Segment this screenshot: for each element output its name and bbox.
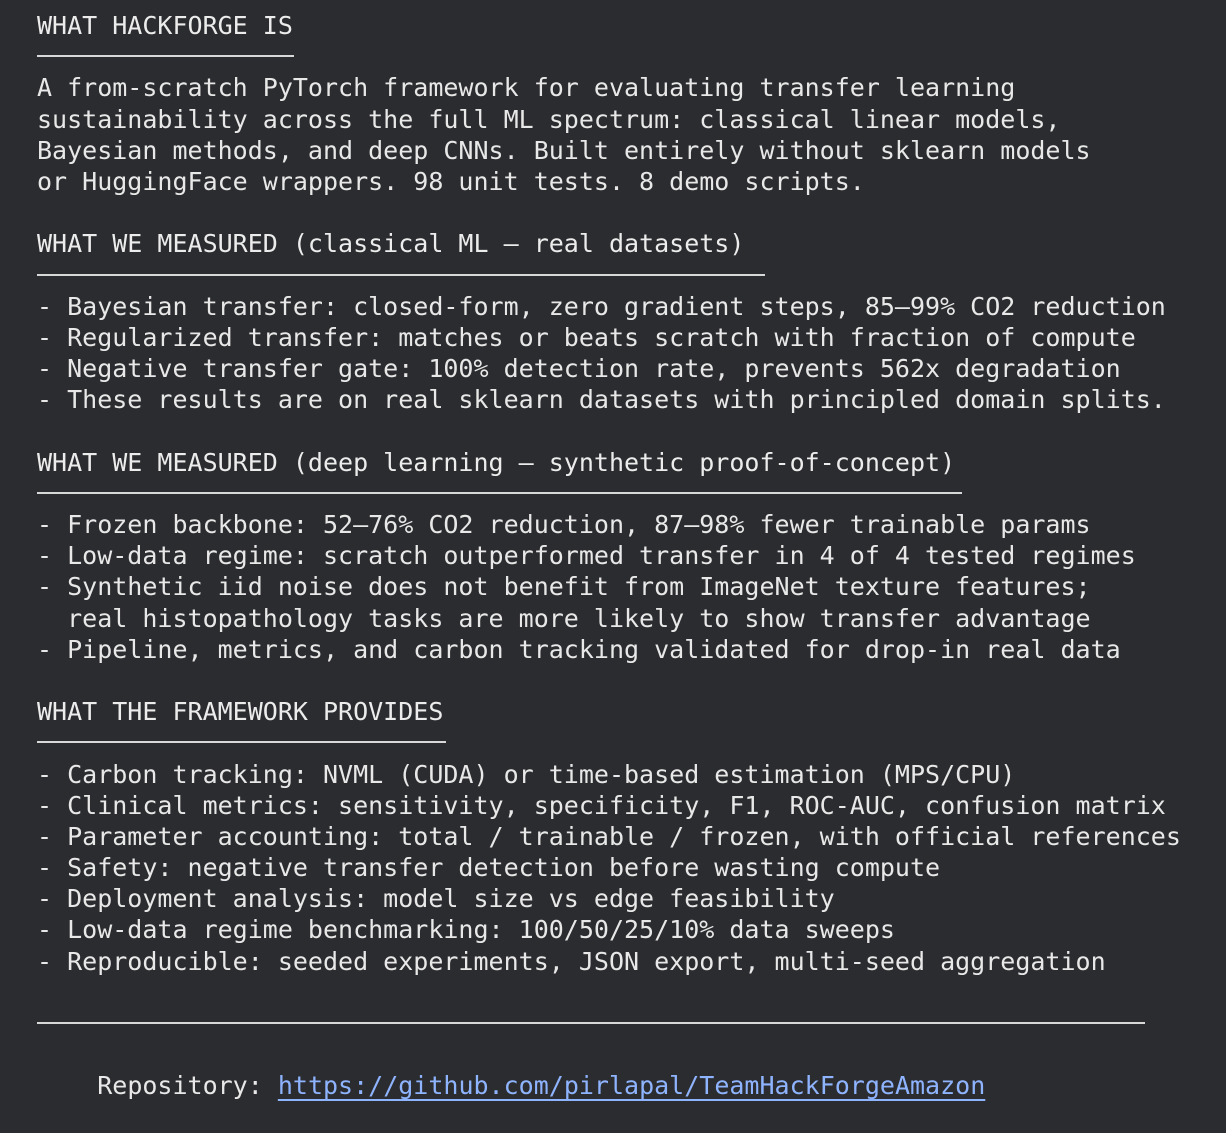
body-line: or HuggingFace wrappers. 98 unit tests. 8 demo scripts.: [37, 166, 865, 196]
list-item: - Pipeline, metrics, and carbon tracking validated for drop-in real data: [37, 634, 1121, 664]
blank-line: [37, 977, 1226, 1008]
list-item: - Deployment analysis: model size vs edge feasibility: [37, 884, 835, 914]
body-line: sustainability across the full ML spectrum: classical linear models,: [37, 104, 1061, 134]
section-heading-classical: WHAT WE MEASURED (classical ML — real datasets): [37, 229, 745, 259]
list-item: - Regularized transfer: matches or beats scratch with fraction of compute: [37, 322, 1136, 352]
blank-line: [37, 415, 1226, 446]
list-item: - Negative transfer gate: 100% detection rate, prevents 562x degradation: [37, 354, 1121, 384]
repository-link[interactable]: https://github.com/pirlapal/TeamHackForgeAmazon: [277, 1071, 986, 1101]
list-item: - Frozen backbone: 52–76% CO2 reduction, 87–98% fewer trainable params: [37, 510, 1091, 539]
blank-line: [37, 665, 1226, 696]
section-heading-deep: WHAT WE MEASURED (deep learning — synthetic proof-of-concept): [37, 447, 956, 477]
list-item: - Synthetic iid noise does not benefit from ImageNet texture features;: [37, 572, 1091, 602]
repository-label: Repository:: [97, 1071, 278, 1101]
body-line: A from-scratch PyTorch framework for evaluating transfer learning: [37, 73, 1016, 103]
heading-underline: [37, 727, 1226, 758]
section-heading-about: WHAT HACKFORGE IS: [37, 11, 293, 40]
heading-underline: [37, 41, 1226, 72]
heading-underline: [37, 260, 1226, 291]
list-item: - Bayesian transfer: closed-form, zero gradient steps, 85–99% CO2 reduction: [37, 291, 1166, 321]
blank-line: [37, 197, 1226, 228]
list-item: - Low-data regime: scratch outperformed transfer in 4 of 4 tested regimes: [37, 541, 1136, 571]
list-item: - Safety: negative transfer detection before wasting compute: [37, 853, 941, 883]
list-item: - Clinical metrics: sensitivity, specificity, F1, ROC-AUC, confusion matrix: [37, 790, 1166, 820]
list-item: - Carbon tracking: NVML (CUDA) or time-based estimation (MPS/CPU): [37, 759, 1016, 789]
list-item: - Parameter accounting: total / trainable / frozen, with official references: [37, 821, 1181, 851]
footer-separator: [37, 1008, 1226, 1039]
heading-underline: [37, 478, 1226, 509]
list-item: - These results are on real sklearn datasets with principled domain splits.: [37, 385, 1166, 415]
list-item-continuation: real histopathology tasks are more likely to show transfer advantage: [37, 603, 1091, 633]
list-item: - Reproducible: seeded experiments, JSON export, multi-seed aggregation: [37, 946, 1106, 976]
body-line: Bayesian methods, and deep CNNs. Built entirely without sklearn models: [37, 135, 1091, 165]
section-heading-provides: WHAT THE FRAMEWORK PROVIDES: [37, 697, 444, 727]
list-item: - Low-data regime benchmarking: 100/50/25/10% data sweeps: [37, 915, 895, 945]
repository-line: [37, 1039, 1226, 1101]
